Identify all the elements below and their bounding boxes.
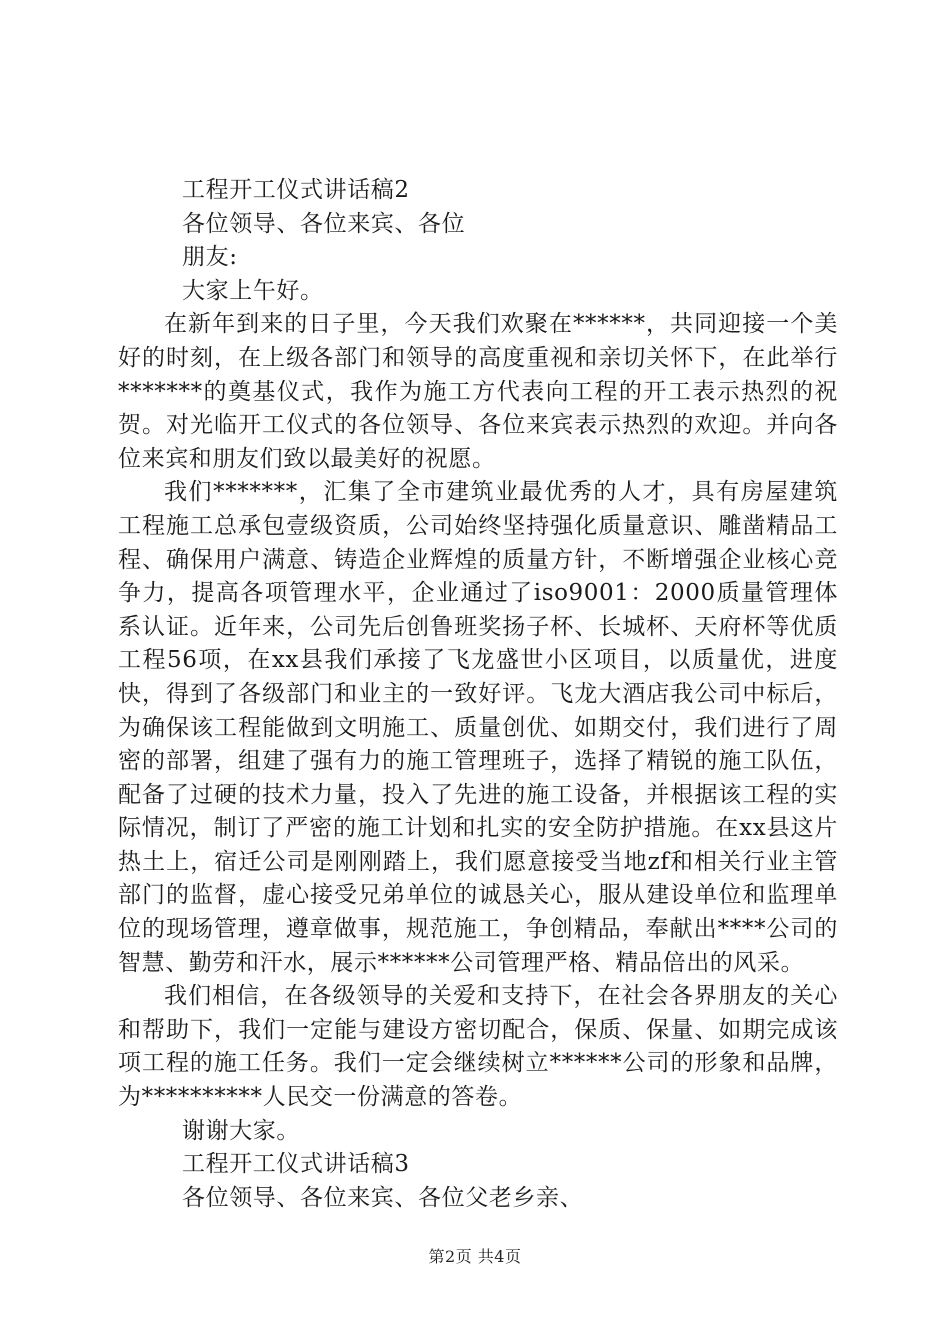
paragraph-company: 我们*******，汇集了全市建筑业最优秀的人才，具有房屋建筑工程施工总承包壹级资质，公司始终坚持强化质量意识、雕凿精品工程、确保用户满意、铸造企业辉煌的质量方针，不断增强企业核心竞争力，提高各项管理水平，企业通过了iso9001：2000质量管理体系认证。近年来，公司先后创鲁班奖扬子杯、长城杯、天府杯等优质工程56项，在xx县我们承接了飞龙盛世小区项目，以质量优，进度快，得到了各级部门和业主的一致好评。飞龙大酒店我公司中标后，为确保该工程能做到文明施工、质量创优、如期交付，我们进行了周密的部署，组建了强有力的施工管理班子，选择了精锐的施工队伍，配备了过硬的技术力量，投入了先进的施工设备，并根据该工程的实际情况，制订了严密的施工计划和扎实的安全防护措施。在xx县这片热土上，宿迁公司是刚刚踏上，我们愿意接受当地zf和相关行业主管部门的监督，虚心接受兄弟单位的诚恳关心，服从建设单位和监理单位的现场管理，遵章做事，规范施工，争创精品，奉献出****公司的智慧、勤劳和汗水，展示******公司管理严格、精品倍出的风采。 xyxy=(118,479,838,976)
greeting-line-1: 各位领导、各位来宾、各位 xyxy=(182,210,466,237)
greeting-line-2: 朋友: xyxy=(182,244,238,271)
hello-line: 大家上午好。 xyxy=(182,277,324,304)
paragraph-commitment: 我们相信，在各级领导的关爱和支持下，在社会各界朋友的关心和帮助下，我们一定能与建设方密切配合，保质、保量、如期完成该项工程的施工任务。我们一定会继续树立******公司的形象和品牌，为**********人民交一份满意的答卷。 xyxy=(118,983,838,1111)
thanks-line: 谢谢大家。 xyxy=(182,1117,300,1144)
greeting-3: 各位领导、各位来宾、各位父老乡亲、 xyxy=(182,1184,584,1211)
speech-title-3: 工程开工仪式讲话稿3 xyxy=(182,1151,410,1178)
page-footer: 第2页 共4页 xyxy=(428,1247,522,1266)
document-body xyxy=(118,174,838,1215)
paragraph-opening: 在新年到来的日子里，今天我们欢聚在******，共同迎接一个美好的时刻，在上级各部门和领导的高度重视和亲切关怀下，在此举行*******的奠基仪式，我作为施工方代表向工程的开工表示热烈的祝贺。对光临开工仪式的各位领导、各位来宾表示热烈的欢迎。并向各位来宾和朋友们致以最美好的祝愿。 xyxy=(118,311,838,472)
speech-title-2: 工程开工仪式讲话稿2 xyxy=(182,177,410,203)
